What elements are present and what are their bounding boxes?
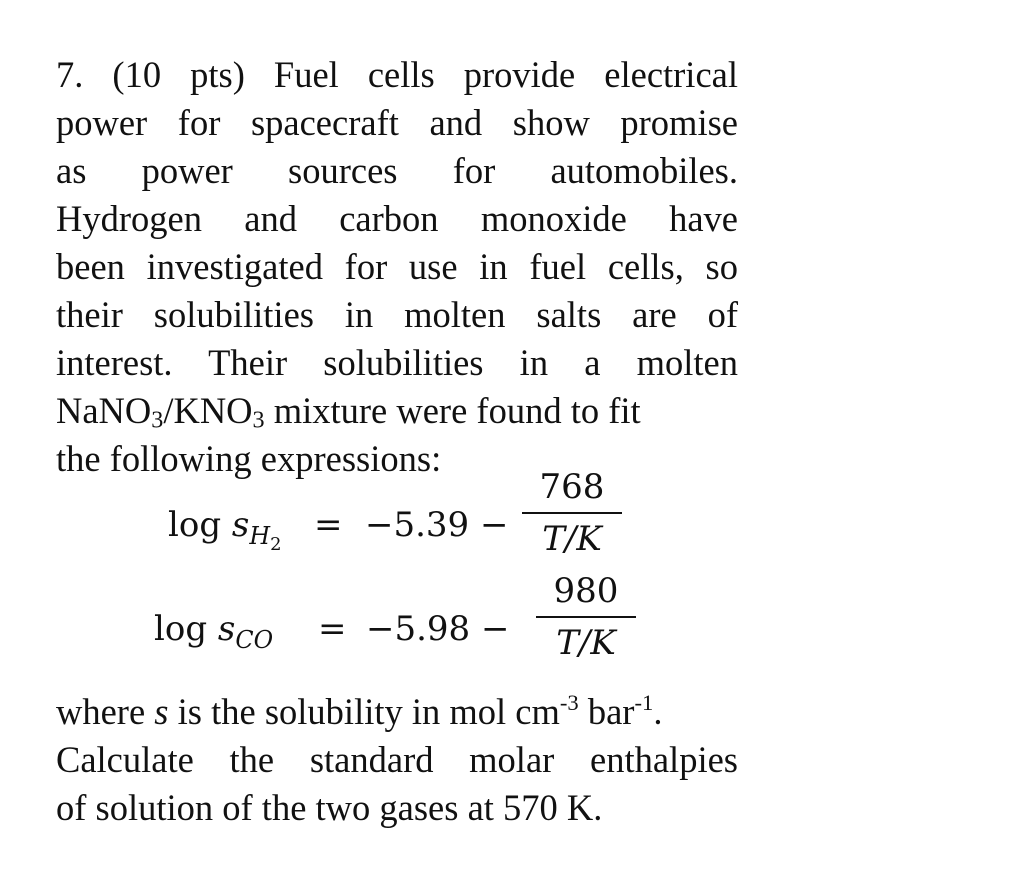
- fraction-denominator: T/K: [542, 519, 602, 559]
- solubility-symbol: s: [217, 609, 236, 649]
- bar-unit: bar: [578, 691, 635, 732]
- hydrogen-subscript: [249, 522, 282, 555]
- equation-hydrogen-constant: −5.39 −: [365, 505, 509, 545]
- problem-line-9: the following expressions:: [56, 438, 442, 479]
- kno3-formula: /KNO: [163, 390, 253, 431]
- equals-sign: =: [314, 505, 343, 545]
- problem-line-7: interest. Their solubilities in a molten: [56, 342, 738, 383]
- fraction-numerator: 768: [539, 467, 605, 507]
- conclusion-line-2: Calculate the standard molar enthalpies: [56, 739, 738, 780]
- co-subscript-letters: CO: [235, 626, 274, 655]
- cm-exponent: -3: [559, 689, 579, 715]
- problem-line-4: Hydrogen and carbon monoxide have: [56, 198, 738, 239]
- fraction-denominator: T/K: [556, 623, 616, 663]
- equation-co-fraction: [536, 569, 636, 665]
- bar-exponent: -1: [634, 689, 654, 715]
- solubility-symbol: s: [231, 505, 250, 545]
- problem-line-2: power for spacecraft and show promise: [56, 102, 738, 143]
- equation-co-constant: −5.98 −: [366, 609, 510, 649]
- problem-conclusion: [56, 688, 738, 832]
- solubility-symbol-inline: s: [154, 691, 169, 732]
- conclusion-line-1: [56, 688, 738, 736]
- fraction-bar: [536, 616, 636, 618]
- problem-line-3: as power sources for automobiles.: [56, 150, 738, 191]
- kno3-subscript: 3: [252, 407, 265, 434]
- equation-hydrogen: [0, 467, 1024, 625]
- where-text: where: [56, 691, 155, 732]
- fraction-numerator: 980: [553, 571, 619, 611]
- solubility-unit-text: is the solubility in mol cm: [168, 691, 560, 732]
- co-subscript: [235, 626, 273, 654]
- conclusion-line-3: of solution of the two gases at 570 K.: [56, 787, 603, 828]
- log-label: log: [154, 609, 218, 649]
- nano3-formula: NaNO: [56, 390, 152, 431]
- mixture-text: mixture were found to fit: [264, 390, 641, 431]
- hydrogen-subscript-digit: 2: [270, 533, 282, 555]
- problem-line-6: their solubilities in molten salts are of: [56, 294, 738, 335]
- equals-sign: =: [318, 609, 347, 649]
- equation-co-lhs: [154, 609, 274, 655]
- nano3-subscript: 3: [151, 407, 164, 434]
- problem-statement: [56, 51, 738, 483]
- fraction-bar: [522, 512, 622, 514]
- problem-line-1: 7. (10 pts) Fuel cells provide electrical: [56, 54, 738, 95]
- sentence-period: .: [653, 691, 663, 732]
- equation-hydrogen-lhs: [168, 505, 282, 555]
- problem-line-8: [56, 387, 738, 435]
- hydrogen-subscript-letter: H: [249, 522, 271, 551]
- problem-line-5: been investigated for use in fuel cells, so: [56, 246, 738, 287]
- equation-hydrogen-fraction: [522, 465, 622, 561]
- log-label: log: [168, 505, 232, 545]
